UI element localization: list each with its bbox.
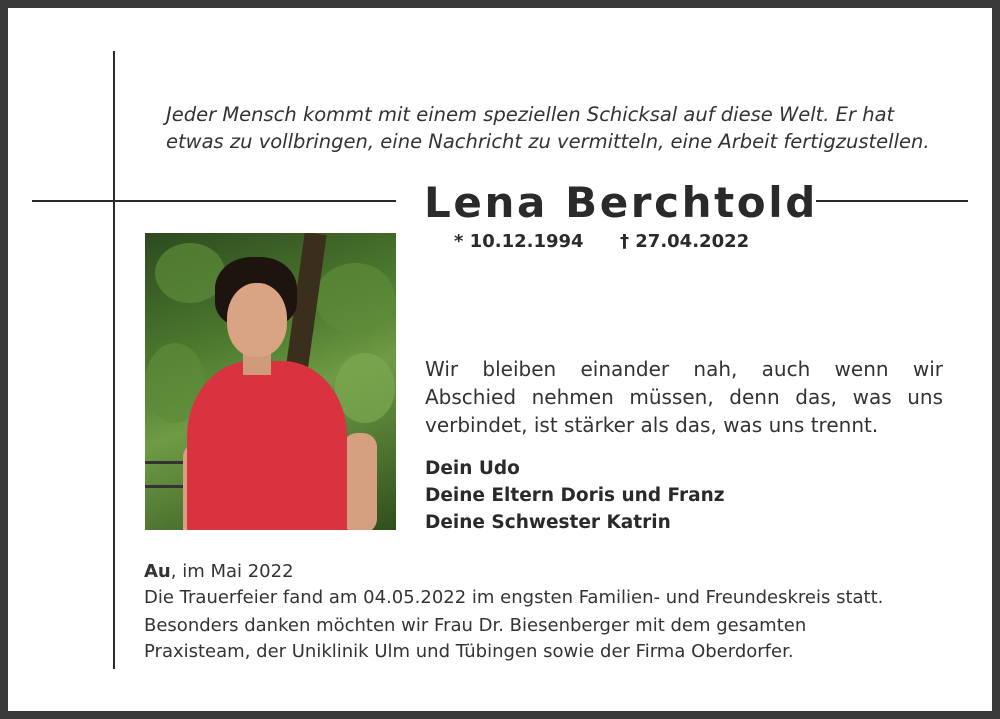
footer-text: [144, 559, 984, 665]
date-text: , im Mai 2022: [170, 561, 294, 582]
place-date-line: [144, 559, 984, 585]
cross-vertical-line: [113, 51, 115, 669]
mourner: Deine Schwester Katrin: [425, 512, 671, 533]
cross-horizontal-line: [32, 200, 396, 202]
mourner: Deine Eltern Doris und Franz: [425, 485, 725, 506]
name-rule-right: [816, 200, 968, 202]
verse-line: verbindet, ist stärker als das, was uns trennt.: [425, 413, 879, 437]
place: Au: [144, 561, 171, 582]
thanks-line: Praxisteam, der Uniklinik Ulm und Tübingen sowie der Firma Oberdorfer.: [144, 641, 794, 662]
verse-line: Abschied nehmen müssen, denn das, was uns: [425, 385, 943, 409]
obituary-card: [8, 8, 992, 711]
mourner: Dein Udo: [425, 458, 520, 479]
thanks-line: Besonders danken möchten wir Frau Dr. Biesenberger mit dem gesamten: [144, 615, 807, 636]
quote-line: Jeder Mensch kommt mit einem speziellen Schicksal auf diese Welt. Er hat: [166, 103, 895, 126]
death-date: † 27.04.2022: [620, 231, 750, 252]
deceased-name: Lena Berchtold: [424, 178, 818, 227]
verse-line: Wir bleiben einander nah, auch wenn wir: [425, 357, 943, 381]
ceremony-line: Die Trauerfeier fand am 04.05.2022 im engsten Familien- und Freundeskreis statt.: [144, 587, 884, 608]
mourners-list: [425, 455, 725, 536]
birth-date: * 10.12.1994: [454, 231, 584, 252]
quote-line: etwas zu vollbringen, eine Nachricht zu vermitteln, eine Arbeit fertigzustellen.: [166, 130, 930, 153]
opening-quote: [166, 101, 956, 155]
portrait-photo: [145, 233, 396, 530]
verse: [425, 355, 943, 439]
